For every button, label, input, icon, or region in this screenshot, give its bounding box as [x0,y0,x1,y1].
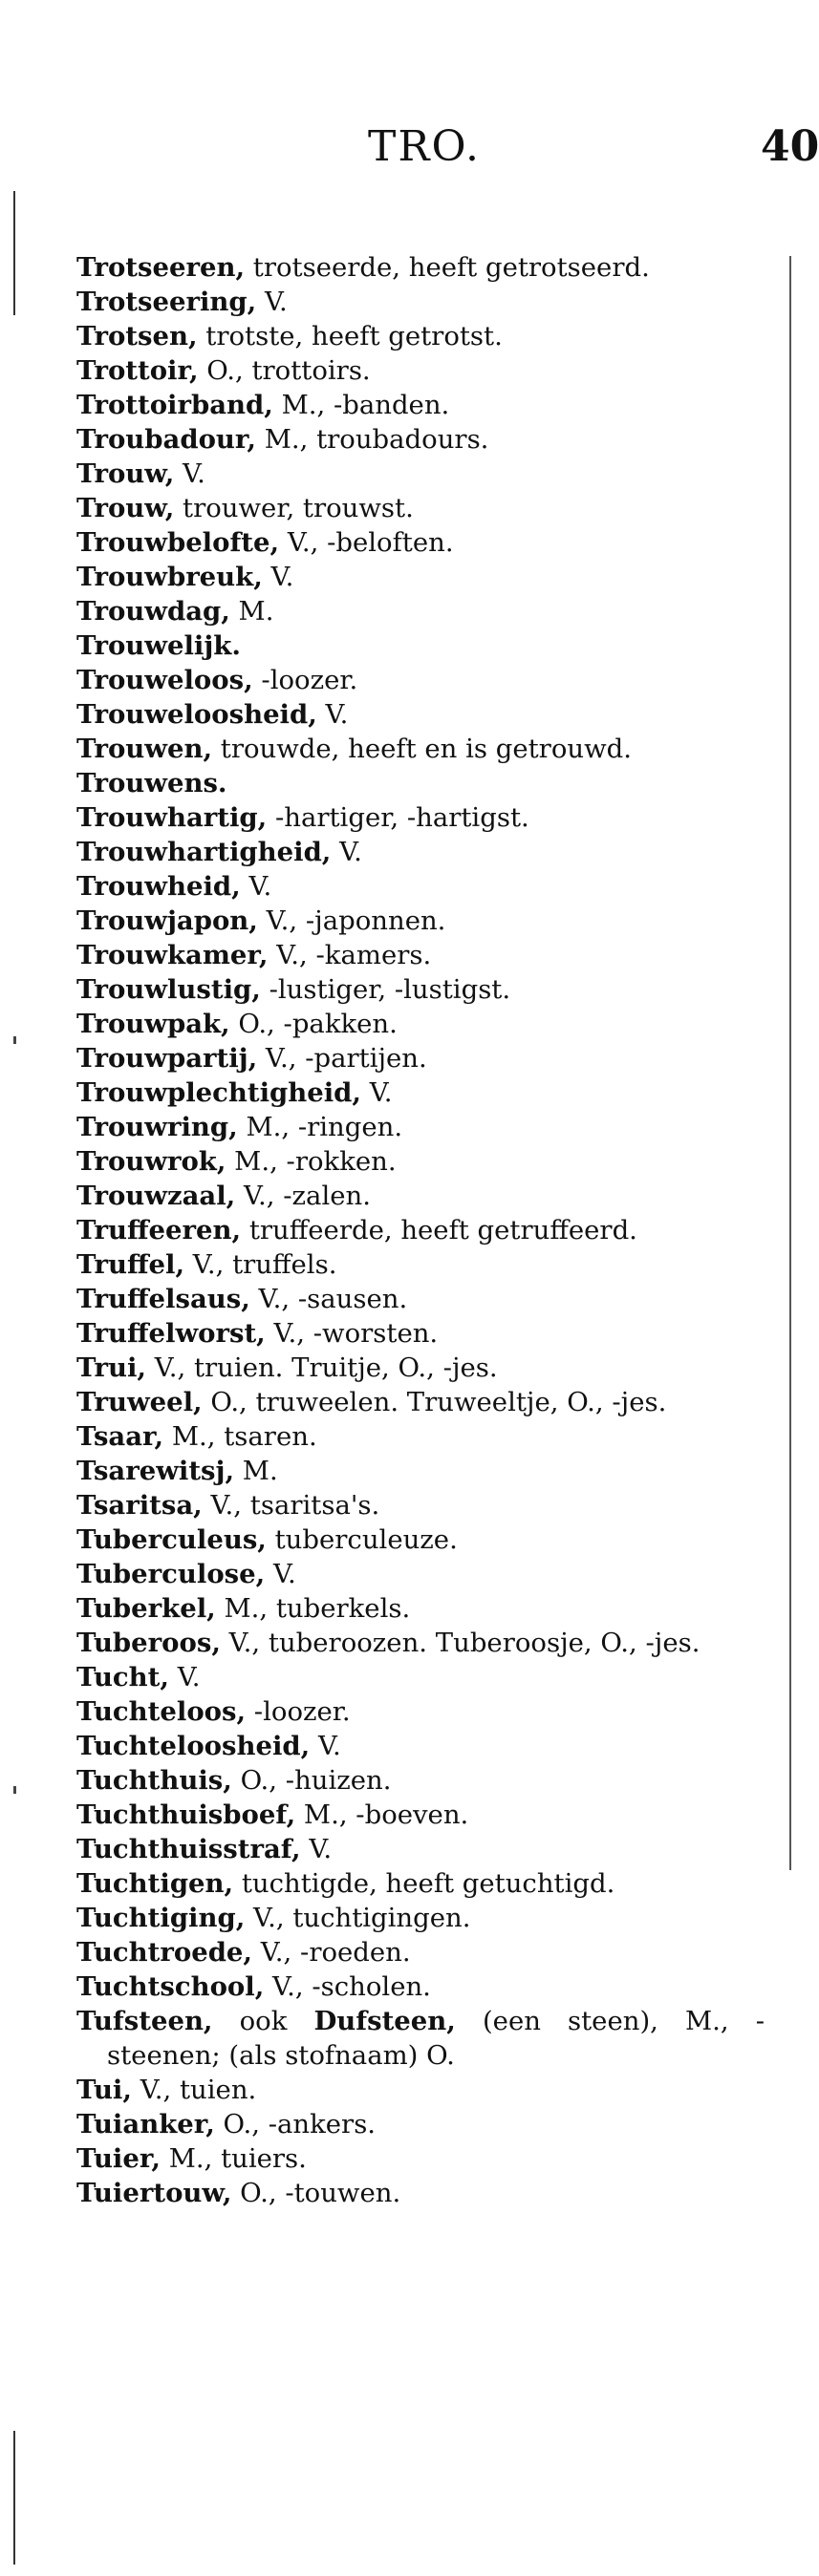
dictionary-entry [76,285,765,319]
dictionary-entry [76,560,765,594]
dictionary-entry [76,1694,765,1729]
dictionary-entry [76,1969,765,2004]
entry-definition: V. [168,1662,201,1692]
entry-definition: O., -huizen. [231,1765,392,1796]
dictionary-entry [76,1866,765,1901]
dictionary-entry [76,1660,765,1694]
entry-headword: Trouwdag, [76,596,230,627]
dictionary-entry [76,732,765,766]
entry-headword: Trui, [76,1352,146,1383]
dictionary-entry [76,1316,765,1351]
entry-definition: V., truien. Truitje, O., -jes. [145,1352,498,1383]
entry-headword: Trouwjapon, [76,905,258,936]
dictionary-entry [76,525,765,560]
entry-headword: Trouwens. [76,768,227,798]
entry-headword: Trottoirband, [76,390,273,420]
dictionary-entry [76,1041,765,1075]
entry-headword: Tuchtigen, [76,1868,234,1899]
entry-definition: O., -touwen. [231,2178,401,2208]
dictionary-entry [76,2004,765,2073]
entry-definition: V. [300,1834,333,1864]
entry-definition: trouwde, heeft en is getrouwd. [212,734,632,764]
dictionary-entry [76,1385,765,1419]
entry-headword: Tui, [76,2075,132,2105]
entry-headword: Tuberoos, [76,1628,221,1658]
dictionary-entry [76,1901,765,1935]
entry-definition: M., troubadours. [255,424,489,455]
entry-definition: V. [331,837,362,867]
entry-definition: truffeerde, heeft getruffeerd. [241,1215,637,1245]
dictionary-entry [76,250,765,285]
entry-definition: V., tuien. [131,2075,257,2105]
dictionary-entry [76,1798,765,1832]
margin-speck [13,1786,16,1794]
entry-definition: O., trottoirs. [198,355,371,386]
entry-headword: Tsaar, [76,1421,164,1452]
entry-definition: V., -roeden. [252,1937,411,1968]
entry-definition: M. [234,1456,278,1486]
entry-definition: -hartiger, -hartigst. [267,802,529,833]
entry-definition: tuberculeuze. [266,1524,458,1555]
dictionary-entry [76,1591,765,1626]
dictionary-entry [76,697,765,732]
entry-definition: V., -scholen. [264,1971,431,2002]
dictionary-entry [76,319,765,353]
dictionary-entry [76,1247,765,1282]
entry-headword: Tuberkel, [76,1593,216,1624]
dictionary-entry [76,1763,765,1798]
entry-headword: Troubadour, [76,424,256,455]
entry-headword: Tuberculeus, [76,1524,267,1555]
dictionary-entry [76,800,765,835]
entry-definition: tuchtigde, heeft getuchtigd. [233,1868,615,1899]
dictionary-entry [76,1110,765,1144]
entry-definition: V., -sausen. [249,1284,408,1314]
dictionary-entry [76,1351,765,1385]
entry-headword: Tuchtiging, [76,1903,246,1933]
entry-headword: Tuchthuis, [76,1765,232,1796]
entry-headword: Tuchteloos, [76,1696,247,1727]
entry-definition: M., -banden. [272,390,450,420]
dictionary-entry [76,1007,765,1041]
entry-headword: Truffelworst, [76,1318,266,1349]
entry-definition: V. [361,1077,393,1108]
entry-definition: M., tuberkels. [215,1593,411,1624]
entry-headword: Trouwplechtigheid, [76,1077,361,1108]
entry-headword: Truffeeren, [76,1215,242,1245]
entry-definition: V., -worsten. [265,1318,439,1349]
entry-headword: Trouwpartij, [76,1043,258,1074]
entry-definition: -lustiger, -lustigst. [260,974,511,1005]
margin-speck [13,1036,16,1044]
entry-definition: V. [310,1731,341,1761]
dictionary-entry [76,1935,765,1969]
entry-headword: Trotseering, [76,287,257,317]
dictionary-entry [76,1626,765,1660]
entry-definition: trouwer, trouwst. [174,493,414,523]
dictionary-entry [76,594,765,628]
entry-headword: Trouwelijk. [76,630,241,661]
dictionary-entry [76,938,765,972]
page-header [0,122,819,180]
entry-headword: Trotsen, [76,321,198,351]
entry-definition-continued: (een steen), M., -steenen; (als stofnaam) O. [107,2006,765,2071]
dictionary-entry [76,2141,765,2176]
entry-definition: M., -ringen. [237,1112,403,1142]
dictionary-entry [76,457,765,491]
entry-definition: -loozer. [246,1696,351,1727]
entry-headword: Tuchthuisstraf, [76,1834,301,1864]
entry-definition: M., tsaren. [163,1421,317,1452]
entry-definition: V. [240,871,272,902]
entry-headword: Truweel, [76,1387,203,1417]
entry-headword: Tsarewitsj, [76,1456,235,1486]
dictionary-entry [76,1522,765,1557]
dictionary-entry [76,1213,765,1247]
dictionary-entry [76,628,765,663]
entry-headword: Truffel, [76,1249,185,1280]
entry-definition: V., tuberoozen. Tuberoosje, O., -jes. [220,1628,700,1658]
entry-definition: V. [316,699,349,730]
dictionary-entry [76,422,765,457]
entry-definition: M. [229,596,274,627]
dictionary-entries [76,250,765,2210]
entry-headword: Tuberculose, [76,1559,266,1589]
dictionary-entry [76,2176,765,2210]
dictionary-entry [76,835,765,869]
entry-definition: V. [262,562,294,592]
entry-variant-headword: Dufsteen, [313,2006,456,2036]
dictionary-entry [76,1282,765,1316]
entry-headword: Tufsteen, [76,2006,213,2036]
dictionary-entry [76,1488,765,1522]
entry-headword: Trouwpak, [76,1009,230,1039]
entry-definition: V. [174,458,205,489]
entry-headword: Trouweloos, [76,665,253,695]
dictionary-entry [76,1454,765,1488]
entry-headword: Trouwlustig, [76,974,261,1005]
entry-definition: V., -kamers. [268,940,432,970]
entry-headword: Truffelsaus, [76,1284,250,1314]
entry-headword: Trotseeren, [76,252,246,283]
entry-headword: Trouw, [76,493,175,523]
dictionary-entry [76,663,765,697]
entry-headword: Tuchtroede, [76,1937,253,1968]
dictionary-entry [76,766,765,800]
entry-headword: Trouwring, [76,1112,238,1142]
entry-headword: Trouweloosheid, [76,699,317,730]
dictionary-entry [76,1075,765,1110]
entry-headword: Tsaritsa, [76,1490,203,1521]
dictionary-entry [76,388,765,422]
running-head: TRO. [368,122,481,171]
dictionary-entry [76,1179,765,1213]
entry-definition: V., truffels. [184,1249,337,1280]
entry-headword: Trouwhartig, [76,802,268,833]
entry-headword: Tuchteloosheid, [76,1731,311,1761]
entry-headword: Tucht, [76,1662,169,1692]
dictionary-entry [76,972,765,1007]
entry-definition: M., -rokken. [226,1146,397,1177]
dictionary-entry [76,1729,765,1763]
entry-definition: M., -boeven. [295,1799,469,1830]
right-margin-rule [789,256,791,1870]
entry-definition: V., tsaritsa's. [202,1490,380,1521]
entry-headword: Tuiertouw, [76,2178,232,2208]
entry-definition: V., -partijen. [257,1043,427,1074]
entry-definition: V., -japonnen. [257,905,446,936]
dictionary-entry [76,2107,765,2141]
entry-headword: Trouwkamer, [76,940,269,970]
entry-headword: Trouwrok, [76,1146,226,1177]
left-margin-rule-lower [13,2431,15,2565]
entry-definition: V. [256,287,288,317]
left-margin-rule [13,191,15,315]
entry-definition: O., -pakken. [229,1009,398,1039]
dictionary-entry [76,2073,765,2107]
dictionary-entry [76,1832,765,1866]
entry-definition: V. [265,1559,296,1589]
dictionary-entry [76,353,765,388]
entry-definition: V., -zalen. [235,1181,371,1211]
entry-headword: Trouwzaal, [76,1181,236,1211]
entry-headword: Tuchthuisboef, [76,1799,296,1830]
entry-definition: O., -ankers. [214,2109,377,2140]
entry-definition: ook [212,2006,314,2036]
entry-headword: Trouwheid, [76,871,241,902]
dictionary-entry [76,1557,765,1591]
entry-headword: Trouwen, [76,734,213,764]
dictionary-entry [76,1419,765,1454]
entry-headword: Trouw, [76,458,175,489]
dictionary-entry [76,869,765,904]
entry-headword: Tuchtschool, [76,1971,265,2002]
page-number: 40 [761,122,819,171]
dictionary-entry [76,1144,765,1179]
entry-headword: Trottoir, [76,355,199,386]
entry-headword: Tuier, [76,2143,161,2174]
entry-definition: V., tuchtigingen. [245,1903,471,1933]
entry-headword: Trouwhartigheid, [76,837,332,867]
entry-definition: M., tuiers. [160,2143,307,2174]
dictionary-entry [76,491,765,525]
entry-headword: Trouwbreuk, [76,562,263,592]
entry-definition: trotseerde, heeft getrotseerd. [245,252,650,283]
entry-definition: trotste, heeft getrotst. [197,321,503,351]
dictionary-entry [76,904,765,938]
entry-definition: -loozer. [252,665,358,695]
entry-headword: Trouwbelofte, [76,527,280,558]
entry-headword: Tuianker, [76,2109,215,2140]
entry-definition: V., -beloften. [279,527,454,558]
entry-definition: O., truweelen. Truweeltje, O., -jes. [202,1387,667,1417]
